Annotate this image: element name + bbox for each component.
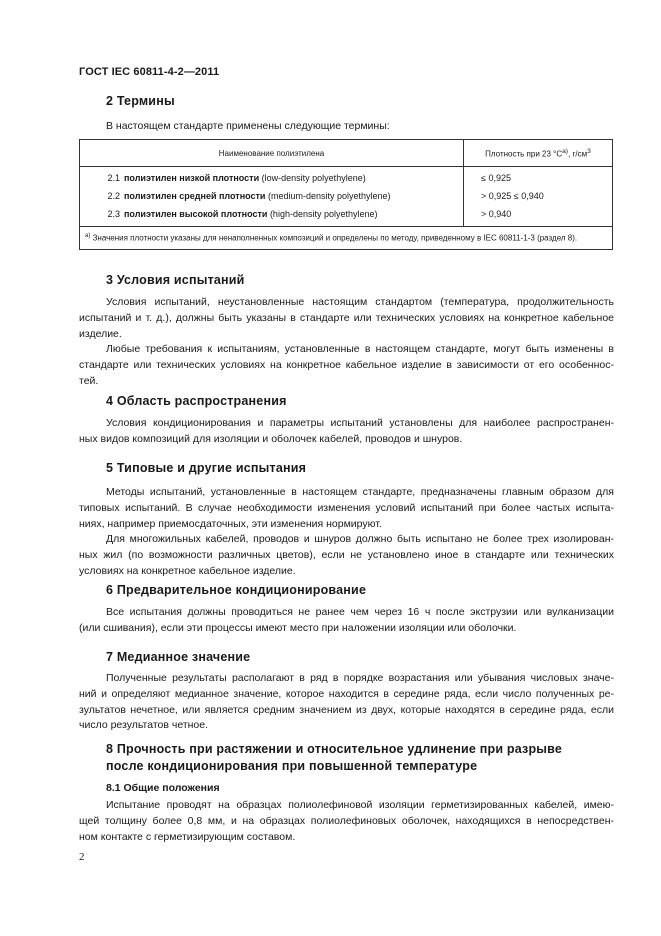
table-header-name: Наименование полиэтилена xyxy=(80,140,464,167)
section-4-title: 4 Область распространения xyxy=(106,394,287,408)
section-8-title: 8 Прочность при растяжении и относительное удлинение при разрыве после кондиционирования при повышенной температуре xyxy=(106,742,563,773)
page-number: 2 xyxy=(79,851,85,863)
section-5-title: 5 Типовые и другие испытания xyxy=(106,461,307,475)
section-3-text: Условия испытаний, неустановленные настоящим стандартом (температура, продолжительность испытаний и т. д.), должны быть указаны в стандарте или технических условиях на конкретное кабельное изделие. Любые требования к испытаниям, установленные в настоящем стандарте, могут быть изменены в стандарте или технических условиях на конкретное кабельное изделие в зависимости от его особеннос- тей. xyxy=(79,296,614,387)
table-row: 2.1 полиэтилен низкой плотности (low-density polyethylene) ≤ 0,925 xyxy=(80,167,613,188)
section-7-text: Полученные результаты располагают в ряд в порядке возрастания или убывания числовых значе- ний и определяют медианное значение, которое находится в середине ряда, если число полученных ре- зультатов нечетное, или является средним значением из двух, которые находятся в середине ряда, если число результатов четное. xyxy=(79,672,614,732)
section-4-text: Условия кондиционирования и параметры испытаний установлены для наиболее распространен- ных видов композиций для изоляции и оболочек кабелей, проводов и шнуров. xyxy=(79,417,614,445)
section-8-text: Испытание проводят на образцах полиолефиновой изоляции герметизированных кабелей, имею- щей толщину более 0,8 мм, и на образцах полиолефиновых оболочек, находящихся в непосредствен- ном контакте с герметизирующим составом. xyxy=(79,799,614,843)
section-3-title: 3 Условия испытаний xyxy=(106,273,245,287)
table-header-density: Плотность при 23 $^\circ С^{а)}$, $г/см^3$ xyxy=(464,140,613,167)
section-7-title: 7 Медианное значение xyxy=(106,650,251,664)
table-footnote: $^{а)}$ Значения плотности указаны для ненаполненных композиций и определены по методу, приведенному в IEC 60811-1-3 (раздел 8). xyxy=(80,227,613,250)
section-6-title: 6 Предварительное кондиционирование xyxy=(106,583,367,597)
section-2-title: 2 Термины xyxy=(106,94,175,108)
terms-table xyxy=(79,139,613,250)
section-2-intro: В настоящем стандарте применены следующие термины: xyxy=(106,120,390,132)
document-header: ГОСТ IEC 60811-4-2—2011 xyxy=(79,66,220,78)
section-8-1-title: 8.1 Общие положения xyxy=(106,782,220,794)
table-row: 2.3 полиэтилен высокой плотности (high-density polyethylene) > 0,940 xyxy=(80,205,613,227)
table-row: 2.2 полиэтилен средней плотности (medium-density polyethylene) > 0,925 ≤ 0,940 xyxy=(80,187,613,205)
section-6-text: Все испытания должны проводиться не ранее чем через 16 ч после экструзии или вулканизации (или сшивания), если эти процессы имеют место при наложении изоляции или оболочки. xyxy=(79,606,614,634)
section-5-text: Методы испытаний, установленные в настоящем стандарте, предназначены главным образом для типовых испытаний. В случае необходимости изменения условий испытаний при более частых испыта- ниях, например приемосдаточных, эти изменения нормируют. Для многожильных кабелей, проводов и шнуров должно быть испытано не более трех изолирован- ных жил (по возможности различных цветов), если не установлено иное в стандарте или технических условиях на конкретное кабельное изделие. xyxy=(79,486,614,577)
